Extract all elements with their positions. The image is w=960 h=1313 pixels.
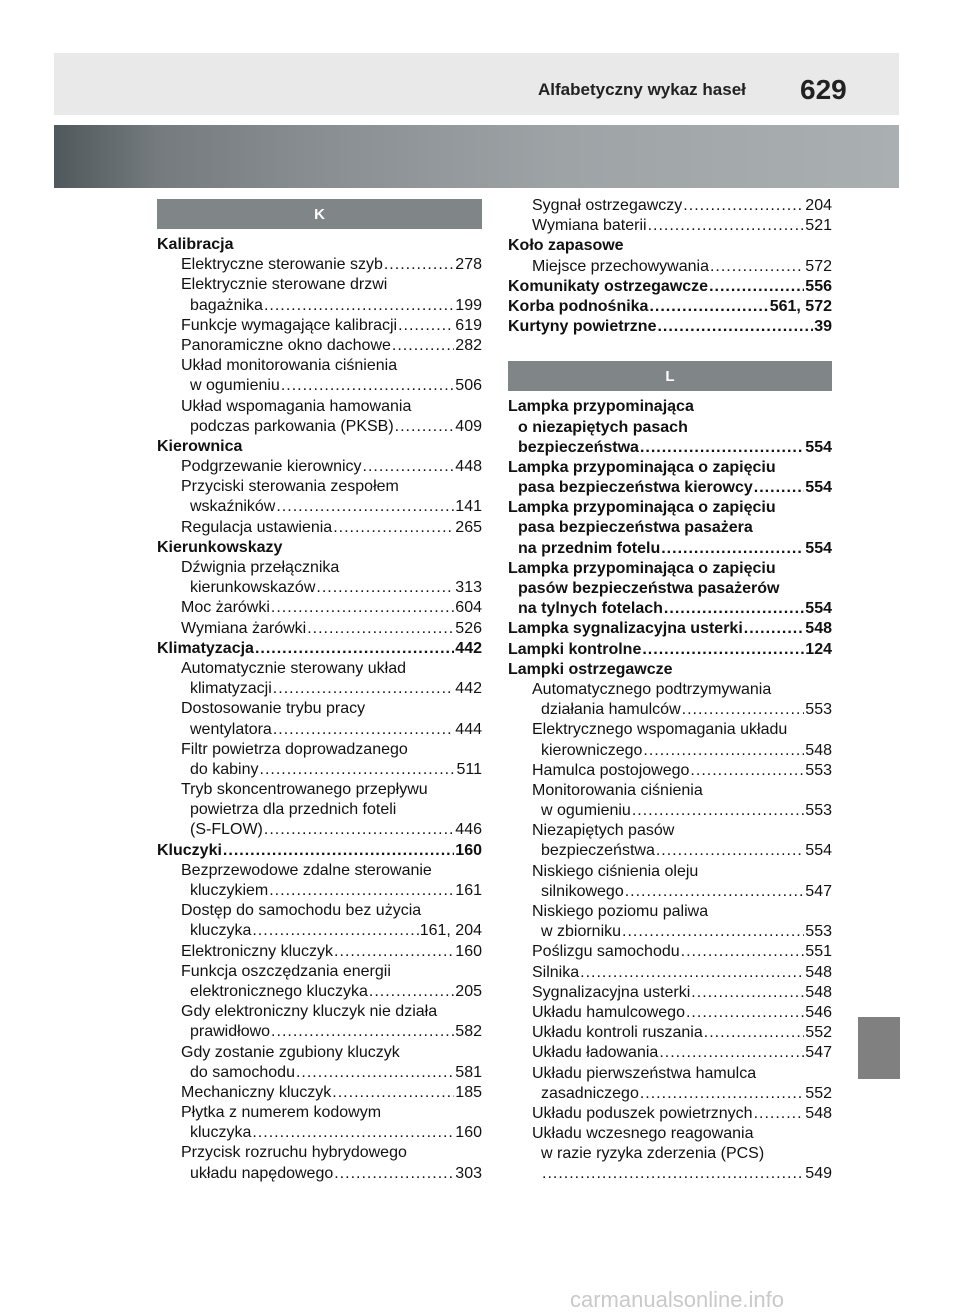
index-entry-page: 160 [455, 1124, 482, 1142]
index-entry-text: bagażnika [190, 296, 263, 314]
index-entry-text: układu napędowego [190, 1164, 334, 1182]
leader-dots [642, 640, 804, 660]
index-entry-page: 547 [805, 1044, 832, 1062]
index-entry-page: 161 [455, 882, 482, 899]
index-entry-text: Moc żarówki [181, 599, 270, 617]
index-entry-text: na przednim fotelu [518, 539, 661, 557]
index-entry-text: Klimatyzacja [157, 639, 254, 657]
index-entry: Niskiego ciśnienia oleju [532, 862, 699, 880]
index-entry [508, 196, 832, 216]
index-entry-text: Regulacja ustawienia [181, 518, 333, 536]
index-entry: Gdy elektroniczny kluczyk nie działa [181, 1003, 438, 1021]
index-entry [157, 881, 482, 901]
page-number: 629 [800, 74, 847, 105]
index-entry [157, 820, 482, 840]
index-entry-text: prawidłowo [190, 1023, 271, 1041]
leader-dots [632, 801, 804, 821]
leader-dots [252, 1123, 454, 1143]
index-entry [157, 598, 482, 618]
leader-dots [754, 1104, 805, 1124]
index-entry [157, 1164, 482, 1184]
index-entry-page: 446 [455, 821, 482, 839]
index-entry [508, 277, 832, 297]
index-entry-page: 521 [805, 217, 832, 235]
watermark: carmanualsonline.info [570, 1287, 785, 1312]
leader-dots [682, 700, 805, 720]
index-entry-text: kluczyka [190, 1124, 252, 1142]
index-entry-page: 556 [805, 277, 832, 295]
index-entry: Przyciski sterowania zespołem [181, 478, 399, 496]
index-entry-page: 548 [805, 741, 832, 759]
leader-dots [686, 1003, 804, 1023]
index-entry-page: 511 [456, 760, 482, 778]
leader-dots [657, 317, 813, 337]
index-entry-text: Układu poduszek powietrznych [532, 1104, 753, 1122]
index-entry-page: 554 [805, 438, 832, 456]
index-entry-text: Układu kontroli ruszania [532, 1024, 703, 1042]
index-entry-text: Silnika [532, 963, 580, 981]
leader-dots [307, 619, 454, 639]
index-entry [508, 1084, 832, 1104]
leader-dots [683, 196, 804, 216]
index-entry-text: Hamulca postojowego [532, 761, 690, 779]
index-entry [157, 679, 482, 699]
index-entry-page: 161, 204 [419, 922, 482, 940]
index-list-l [508, 397, 832, 1184]
index-entry [157, 1123, 482, 1143]
index-entry [157, 578, 482, 598]
index-entry [157, 255, 482, 275]
leader-dots [334, 1164, 454, 1184]
index-entry [508, 983, 832, 1003]
index-entry: Płytka z numerem kodowym [181, 1104, 382, 1122]
leader-dots [580, 963, 804, 983]
index-entry [508, 882, 832, 902]
index-entry-page: 553 [805, 802, 832, 820]
index-entry [157, 1022, 482, 1042]
leader-dots [264, 820, 454, 840]
index-entry-text: (S-FLOW) [190, 821, 263, 839]
index-entry-page: 548 [805, 620, 832, 638]
index-entry-text: Kluczyki [157, 841, 222, 859]
index-entry-text: Podgrzewanie kierownicy [181, 458, 362, 476]
leader-dots [710, 257, 804, 277]
index-entry-page: 554 [805, 600, 832, 618]
index-entry-text: silnikowego [541, 882, 624, 900]
index-entry [508, 922, 832, 942]
section-gap [508, 337, 832, 361]
section-side-tab [858, 1017, 900, 1079]
leader-dots [649, 297, 768, 317]
index-entry: Tryb skoncentrowanego przepływu [181, 781, 428, 799]
index-entry-text: kluczykiem [190, 882, 269, 899]
index-entry-page: 604 [455, 599, 482, 617]
index-entry-text: Kurtyny powietrzne [508, 318, 657, 336]
index-entry-text: Lampki kontrolne [508, 640, 642, 658]
index-entry-page: 552 [805, 1024, 832, 1042]
index-entry [508, 1043, 832, 1063]
index-entry-page: 313 [455, 579, 482, 597]
index-entry [508, 478, 832, 498]
index-entry [508, 841, 832, 861]
leader-dots [271, 1022, 454, 1042]
index-entry: Bezprzewodowe zdalne sterowanie [181, 861, 432, 879]
index-entry-text: elektronicznego kluczyka [190, 982, 368, 1000]
index-entry-text: Elektryczne sterowanie szyb [181, 256, 383, 274]
index-entry-page: 547 [805, 882, 832, 900]
index-entry [508, 741, 832, 761]
leader-dots [334, 942, 454, 962]
index-entry-text: do kabiny [190, 760, 259, 778]
index-entry: Automatycznego podtrzymywania [532, 680, 772, 698]
index-entry [157, 639, 482, 659]
index-entry [157, 982, 482, 1002]
index-entry-text: Poślizgu samochodu [532, 943, 680, 961]
leader-dots [640, 1084, 804, 1104]
index-list-k-part1 [157, 235, 482, 1184]
index-entry-text: Mechaniczny kluczyk [181, 1083, 332, 1101]
index-entry: Monitorowania ciśnienia [532, 781, 703, 799]
leader-dots [369, 982, 454, 1002]
index-entry [508, 1164, 832, 1184]
index-entry [508, 216, 832, 236]
index-entry-text: Wymiana żarówki [181, 619, 307, 637]
index-entry-text: wentylatora [190, 720, 272, 738]
leader-dots [704, 1023, 805, 1043]
index-entry-text: Sygnał ostrzegawczy [532, 197, 683, 214]
index-entry-page: 141 [455, 498, 482, 516]
index-entry [157, 497, 482, 517]
leader-dots [656, 841, 804, 861]
index-entry [157, 619, 482, 639]
index-entry-text: klimatyzacji [190, 680, 272, 698]
index-entry [157, 336, 482, 356]
index-entry [157, 417, 482, 437]
leader-dots [690, 761, 804, 781]
index-entry-text: bezpieczeństwa [518, 438, 639, 456]
index-entry-page: 548 [805, 983, 832, 1001]
index-entry-text: w ogumieniu [541, 802, 631, 820]
index-entry [508, 438, 832, 458]
index-entry-text: Miejsce przechowywania [532, 257, 709, 275]
index-entry [157, 316, 482, 336]
leader-dots [659, 1043, 804, 1063]
index-entry-page: 549 [805, 1165, 832, 1183]
leader-dots [691, 983, 804, 1003]
index-entry [508, 640, 832, 660]
index-entry-page: 546 [805, 1003, 832, 1021]
index-entry-text: Lampka sygnalizacyjna usterki [508, 620, 743, 638]
index-entry-page: 554 [805, 842, 832, 860]
index-entry: Układu pierwszeństwa hamulca [532, 1064, 757, 1082]
leader-dots [384, 255, 454, 275]
index-entry-text: wskaźników [190, 498, 276, 516]
leader-dots [333, 518, 454, 538]
leader-dots [395, 417, 455, 437]
index-entry [157, 376, 482, 396]
index-entry: Przycisk rozruchu hybrydowego [181, 1144, 407, 1162]
leader-dots [398, 316, 454, 336]
index-entry [508, 297, 832, 317]
index-entry [508, 963, 832, 983]
index-entry: Dźwignia przełącznika [181, 559, 340, 576]
index-entry [508, 1003, 832, 1023]
index-entry: o niezapiętych pasach [518, 418, 688, 436]
index-entry: Kierunkowskazy [157, 538, 283, 556]
index-entry-page: 442 [455, 680, 482, 698]
index-entry-page: 204 [805, 197, 832, 214]
index-entry: pasa bezpieczeństwa pasażera [518, 519, 753, 537]
index-entry-page: 39 [814, 318, 832, 336]
index-entry-text: w ogumieniu [190, 377, 280, 395]
leader-dots [273, 679, 455, 699]
index-entry-page: 278 [455, 256, 482, 274]
index-entry: Filtr powietrza doprowadzanego [181, 740, 408, 758]
index-entry-page: 185 [455, 1083, 482, 1101]
index-entry-text: Układu ładowania [532, 1044, 659, 1062]
index-entry-text: Układu hamulcowego [532, 1003, 685, 1021]
index-entry [157, 457, 482, 477]
index-entry-text: w zbiorniku [541, 923, 622, 941]
leader-dots [681, 942, 805, 962]
index-entry: Elektrycznie sterowane drzwi [181, 276, 388, 294]
leader-dots [363, 457, 455, 477]
section-header-l: L [508, 361, 832, 391]
leader-dots [316, 578, 454, 598]
index-column-left [157, 199, 482, 1184]
index-entry [157, 841, 482, 861]
index-entry: Dostęp do samochodu bez użycia [181, 902, 422, 920]
index-entry-text: Elektroniczny kluczyk [181, 942, 334, 960]
index-entry-page: 265 [455, 518, 482, 536]
index-entry-text: zasadniczego [541, 1084, 639, 1102]
index-entry: Elektrycznego wspomagania układu [532, 721, 788, 739]
leader-dots [269, 881, 454, 901]
index-entry-text: podczas parkowania (PKSB) [190, 417, 394, 435]
index-entry [157, 296, 482, 316]
index-entry-text: Komunikaty ostrzegawcze [508, 277, 709, 295]
index-entry [157, 942, 482, 962]
index-entry-page: 572 [805, 257, 832, 275]
index-entry [157, 921, 482, 941]
index-entry: Niskiego poziomu paliwa [532, 903, 709, 920]
index-entry: Układ wspomagania hamowania [181, 397, 412, 415]
index-entry [157, 1083, 482, 1103]
index-entry-page: 553 [805, 761, 832, 779]
index-entry-text: Wymiana baterii [532, 217, 647, 235]
index-entry: Lampka przypominająca o zapięciu [508, 559, 776, 577]
index-entry [508, 1104, 832, 1124]
index-entry-text: pasa bezpieczeństwa kierowcy [518, 479, 753, 497]
leader-dots [281, 376, 454, 396]
index-entry: Automatycznie sterowany układ [181, 659, 406, 677]
index-entry [508, 761, 832, 781]
leader-dots [664, 599, 804, 619]
index-entry [508, 619, 832, 639]
leader-dots [264, 296, 454, 316]
index-entry [508, 942, 832, 962]
index-entry [157, 1063, 482, 1083]
leader-dots [332, 1083, 454, 1103]
index-entry-page: 442 [455, 639, 482, 657]
index-entry-page: 282 [455, 336, 482, 354]
index-entry: Niezapiętych pasów [532, 822, 675, 840]
leader-dots [709, 277, 804, 297]
leader-dots [223, 841, 454, 861]
index-entry: Gdy zostanie zgubiony kluczyk [181, 1043, 400, 1061]
index-entry-page: 199 [455, 296, 482, 314]
index-entry-page: 205 [455, 982, 482, 1000]
index-entry: Koło zapasowe [508, 237, 624, 255]
leader-dots [273, 720, 454, 740]
index-entry-page: 409 [455, 417, 482, 435]
index-entry [508, 801, 832, 821]
index-entry-page: 160 [455, 841, 482, 859]
leader-dots [252, 921, 418, 941]
index-entry-page: 582 [455, 1023, 482, 1041]
index-entry: Kierownica [157, 437, 243, 455]
index-entry-page: 554 [805, 479, 832, 497]
index-entry-page: 124 [805, 640, 832, 658]
index-entry-page: 303 [455, 1164, 482, 1182]
index-entry: Lampka przypominająca [508, 398, 694, 416]
index-entry-page: 548 [805, 963, 832, 981]
index-entry-text: Korba podnośnika [508, 297, 649, 315]
index-entry: Kalibracja [157, 236, 234, 253]
index-entry [508, 257, 832, 277]
index-entry [508, 1023, 832, 1043]
index-entry [157, 720, 482, 740]
index-entry [508, 599, 832, 619]
leader-dots [542, 1164, 804, 1184]
index-entry-text: do samochodu [190, 1063, 295, 1081]
leader-dots [276, 497, 454, 517]
index-entry-page: 551 [805, 943, 832, 961]
leader-dots [271, 598, 454, 618]
index-entry: Lampki ostrzegawcze [508, 660, 673, 678]
index-entry-page: 561, 572 [769, 297, 832, 315]
index-entry: Układu wczesnego reagowania [532, 1125, 754, 1143]
leader-dots [296, 1063, 454, 1083]
index-entry [157, 518, 482, 538]
index-entry: Funkcja oszczędzania energii [181, 962, 391, 980]
index-entry: powietrza dla przednich foteli [190, 801, 397, 819]
index-entry: pasów bezpieczeństwa pasażerów [518, 580, 780, 597]
section-header-k: K [157, 199, 482, 229]
index-entry-page: 554 [805, 539, 832, 557]
index-entry-text: na tylnych fotelach [518, 600, 663, 618]
leader-dots [754, 478, 805, 498]
index-entry-text: Funkcje wymagające kalibracji [181, 316, 398, 334]
index-entry-page: 526 [455, 619, 482, 637]
index-entry: Układ monitorowania ciśnienia [181, 357, 398, 375]
index-entry [157, 760, 482, 780]
index-entry-page: 581 [455, 1063, 482, 1081]
leader-dots [255, 639, 454, 659]
index-entry-text: kierunkowskazów [190, 579, 316, 597]
index-entry-page: 506 [455, 377, 482, 395]
index-entry [508, 539, 832, 559]
leader-dots [622, 922, 804, 942]
index-entry: w razie ryzyka zderzenia (PCS) [541, 1145, 765, 1163]
index-entry-page: 552 [805, 1084, 832, 1102]
index-column-right [508, 196, 832, 1185]
leader-dots [392, 336, 454, 356]
index-entry-page: 160 [455, 942, 482, 960]
index-entry-page: 619 [455, 316, 482, 334]
index-entry: Lampka przypominająca o zapięciu [508, 499, 776, 517]
leader-dots [648, 216, 805, 236]
index-entry [508, 700, 832, 720]
leader-dots [744, 619, 805, 639]
index-entry-page: 448 [455, 458, 482, 476]
index-entry-page: 444 [455, 720, 482, 738]
index-entry: Dostosowanie trybu pracy [181, 700, 366, 718]
index-entry-text: Panoramiczne okno dachowe [181, 336, 391, 354]
index-entry-page: 553 [805, 923, 832, 941]
leader-dots [260, 760, 456, 780]
header-bar [54, 53, 899, 115]
leader-dots [625, 882, 805, 902]
index-entry: Lampka przypominająca o zapięciu [508, 458, 776, 476]
leader-dots [643, 741, 804, 761]
header-band [54, 125, 899, 188]
index-entry [508, 317, 832, 337]
index-entry-text: kierowniczego [541, 741, 643, 759]
index-entry-text: Sygnalizacyjna usterki [532, 983, 691, 1001]
index-entry-text: działania hamulców [541, 701, 681, 719]
index-entry-page: 548 [805, 1104, 832, 1122]
index-entry-text: bezpieczeństwa [541, 842, 655, 860]
index-entry-page: 553 [805, 701, 832, 719]
leader-dots [640, 438, 804, 458]
index-entry-text: kluczyka [190, 922, 252, 940]
leader-dots [661, 539, 804, 559]
index-list-k-part2 [508, 196, 832, 337]
page-title: Alfabetyczny wykaz haseł [538, 80, 746, 99]
